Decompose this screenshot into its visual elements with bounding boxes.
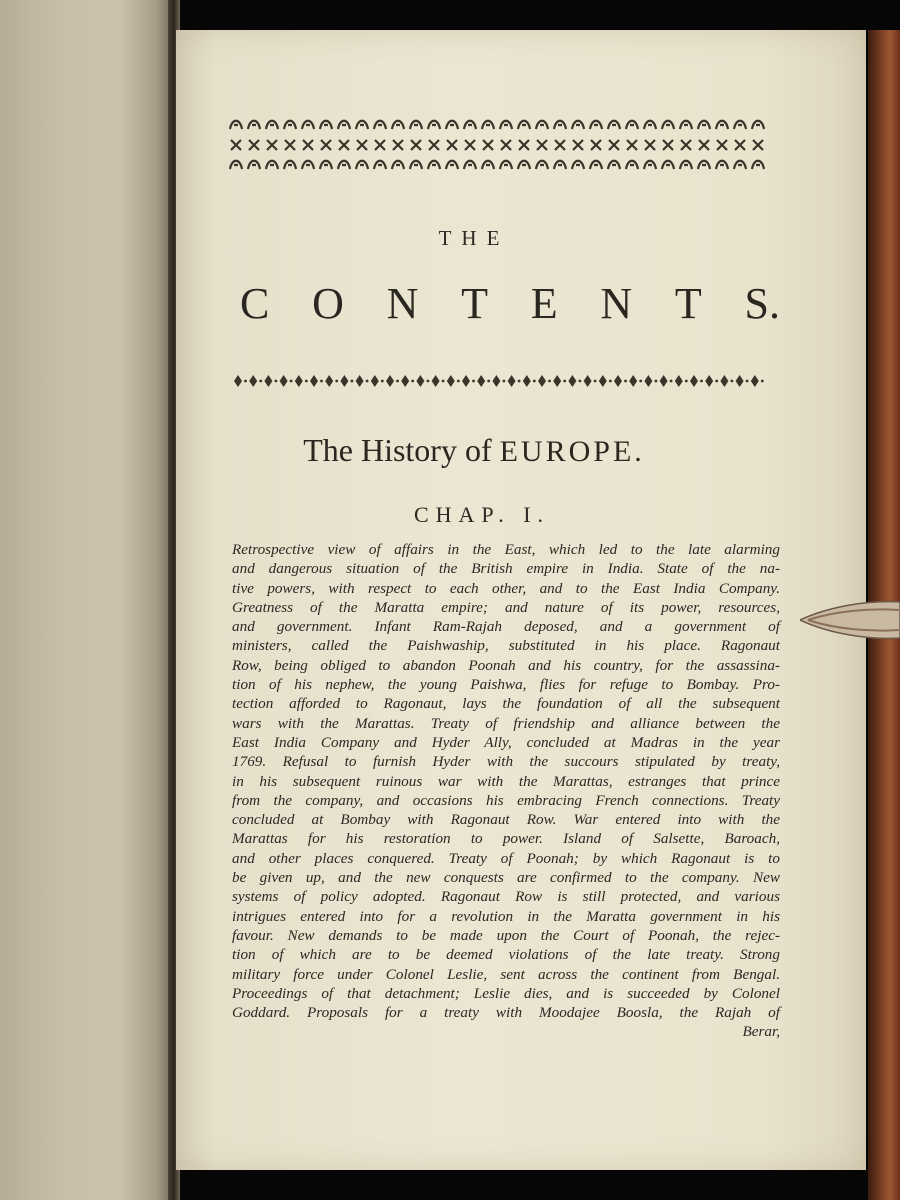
summary-line: Marattas for his restoration to power. Island of Salsette, Baroach, <box>232 830 780 848</box>
page-marker-clip-icon <box>800 598 900 642</box>
heading-letter: O <box>312 279 344 328</box>
heading-letter: S. <box>744 279 780 328</box>
decorative-headpiece-icon <box>228 113 776 181</box>
summary-line: tion of his nephew, the young Paishwa, flies for refuge to Bombay. Pro- <box>232 676 780 694</box>
heading-letter: N <box>386 279 419 328</box>
summary-line: concluded at Bombay with Ragonaut Row. War entered into with the <box>232 811 780 829</box>
chapter-summary <box>232 540 780 1042</box>
summary-line: Row, being obliged to abandon Poonah and his country, for the assassina- <box>232 656 780 674</box>
summary-line: tion of which are to be deemed violations of the late treaty. Strong <box>232 946 780 964</box>
summary-line: and government. Infant Ram-Rajah deposed, and a government of <box>232 618 780 636</box>
heading-letter: T <box>674 279 702 328</box>
summary-line: Goddard. Proposals for a treaty with Moodajee Boosla, the Rajah of <box>232 1004 780 1022</box>
chapter-heading: CHAP. I. <box>413 502 551 527</box>
heading-the: THE <box>438 226 510 250</box>
heading-letter: C <box>240 279 270 328</box>
summary-line: and other places conquered. Treaty of Poonah; by which Ragonaut is to <box>232 849 780 867</box>
summary-line: tection afforded to Ragonaut, lays the foundation of all the subsequent <box>232 695 780 713</box>
decorative-rule-icon <box>232 372 772 390</box>
summary-line: and dangerous situation of the British empire in India. State of the na- <box>232 560 780 578</box>
book-title <box>0 432 900 469</box>
summary-line: in his subsequent ruinous war with the Marattas, estranges that prince <box>232 772 780 790</box>
summary-line: from the company, and occasions his embracing French connections. Treaty <box>232 791 780 809</box>
summary-line: be given up, and the new conquests are confirmed to the company. New <box>232 869 780 887</box>
heading-letter: E <box>530 279 558 328</box>
summary-line: Retrospective view of affairs in the East, which led to the late alarming <box>232 541 780 558</box>
summary-line: 1769. Refusal to furnish Hyder with the succours stipulated by treaty, <box>232 753 780 771</box>
summary-line: Berar, <box>742 1023 780 1041</box>
summary-line: East India Company and Hyder Ally, concluded at Madras in the year <box>232 733 780 751</box>
summary-line: favour. New demands to be made upon the Court of Poonah, the rejec- <box>232 926 780 944</box>
heading-contents <box>240 278 780 329</box>
summary-line: intrigues entered into for a revolution in the Maratta government in his <box>232 907 780 925</box>
left-page <box>0 0 170 1200</box>
summary-line: Proceedings of that detachment; Leslie dies, and is succeeded by Colonel <box>232 984 780 1002</box>
book-title-caps: EUROPE. <box>499 435 645 468</box>
summary-line: Greatness of the Maratta empire; and nature of its power, resources, <box>232 598 780 616</box>
heading-letter: N <box>600 279 633 328</box>
summary-line: wars with the Marattas. Treaty of friendship and alliance between the <box>232 714 780 732</box>
summary-line: systems of policy adopted. Ragonaut Row is still protected, and various <box>232 888 780 906</box>
book-title-prefix: The History of <box>303 432 492 468</box>
summary-line: military force under Colonel Leslie, sent across the continent from Bengal. <box>232 965 780 983</box>
heading-letter: T <box>461 279 489 328</box>
summary-line: ministers, called the Paishwaship, substituted in his place. Ragonaut <box>232 637 780 655</box>
summary-line: tive powers, with respect to each other, and to the East India Company. <box>232 579 780 597</box>
